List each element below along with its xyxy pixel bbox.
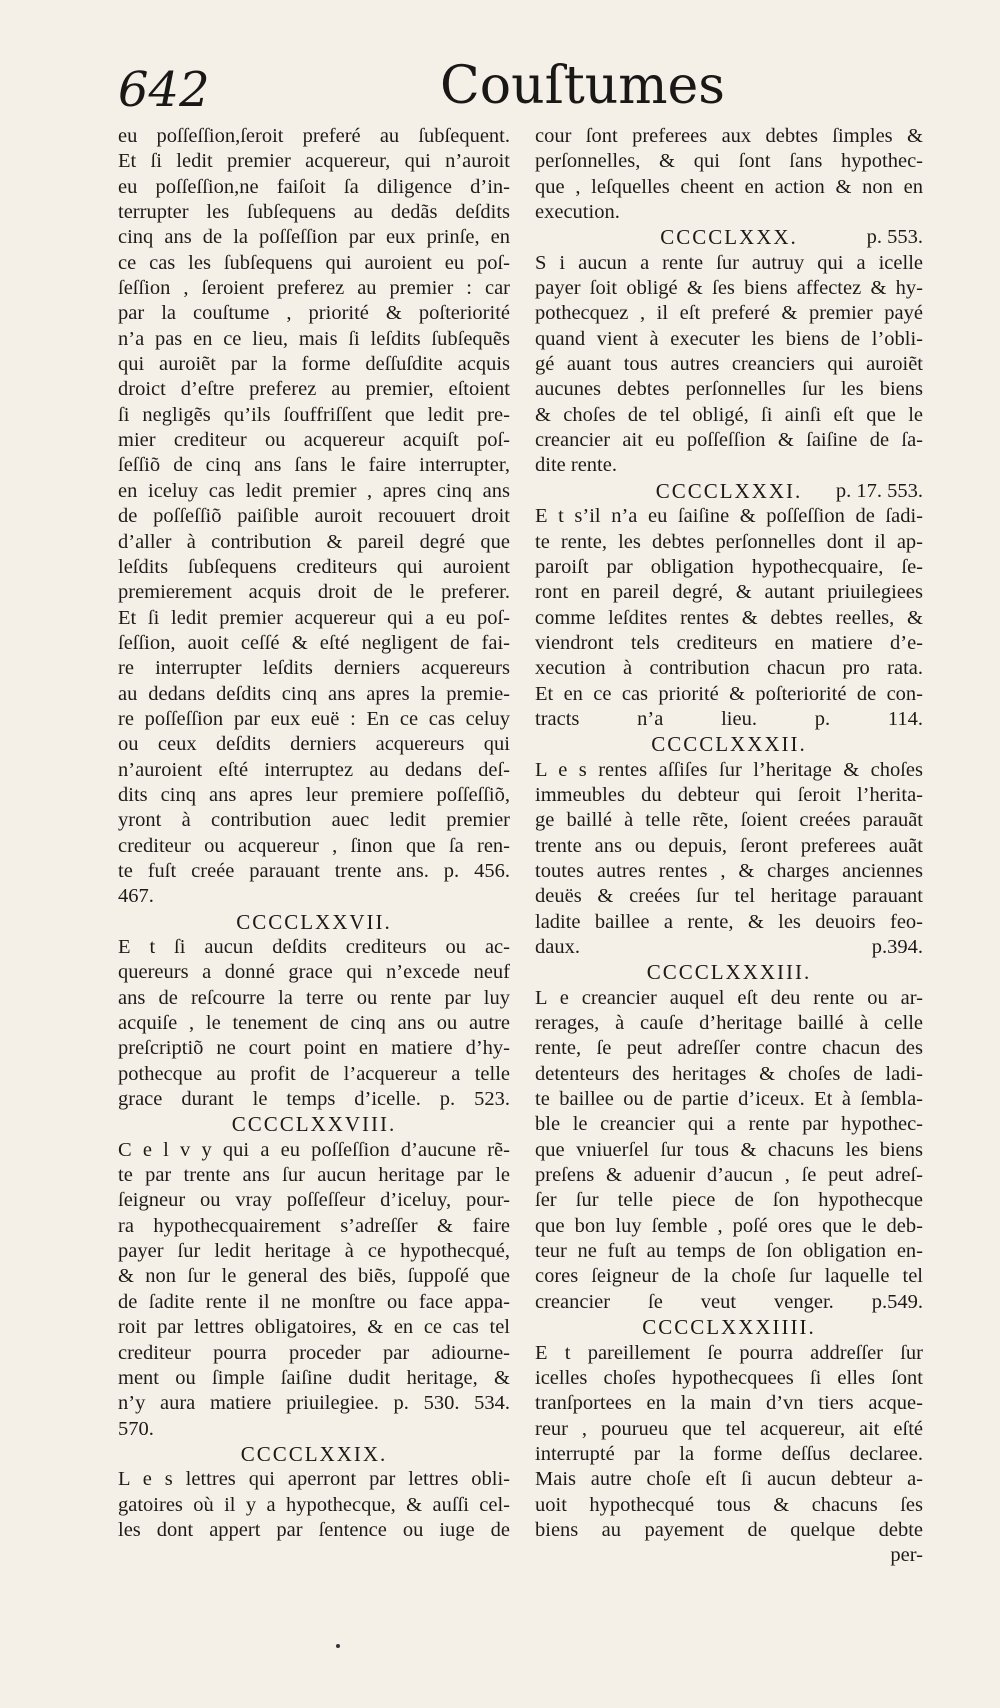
text-line: ou ceux deſdits derniers acquereurs qui: [118, 733, 510, 756]
article-number-heading: CCCCLXXVII.: [236, 909, 392, 934]
text-line: biens au payement de quelque debte: [535, 1518, 923, 1541]
page-speck: [336, 1644, 340, 1648]
text-line: ſeſſion, auoit ceſſé & eſté negligent de fai-: [118, 631, 510, 654]
text-line: rente, ſe peut adreſſer contre chacun des: [535, 1037, 923, 1060]
article-heading-with-reference: [535, 479, 923, 504]
text-line: gé auant tous autres creanciers qui auroiẽt: [535, 353, 923, 376]
text-line: quereurs a donné grace qui n’excede neuf: [118, 961, 510, 984]
text-line: ſer ſur telle piece de ſon hypothecque: [535, 1189, 923, 1212]
text-line: crediteur pourra proceder par adiourne-: [118, 1341, 510, 1364]
text-line: au dedans deſdits cinq ans apres la premie-: [118, 682, 510, 705]
text-line: te par trente ans ſur aucun heritage par le: [118, 1164, 510, 1187]
text-line: terrupter les ſubſequens au dedãs deſdits: [118, 201, 510, 224]
text-line: quand vient à executer les biens de l’obli-: [535, 327, 923, 350]
article-number-heading: CCCCLXXXIIII.: [642, 1315, 816, 1340]
text-line: preſens & aduenir d’aucun , ſe peut adreſ-: [535, 1164, 923, 1187]
text-line: eu poſſeſſion,ne faiſoit ſa diligence d’in-: [118, 175, 510, 198]
text-line: viendront tels crediteurs en matiere d’e-: [535, 631, 923, 654]
text-line: n’y aura matiere priuilegiee. p. 530. 534.: [118, 1392, 510, 1415]
text-line: pothecque au profit de l’acquereur a telle: [118, 1062, 510, 1085]
text-line: de poſſeſſiõ paiſible auroit recouuert droit: [118, 505, 510, 528]
text-line: C e l v y qui a eu poſſeſſion d’aucune rẽ-: [118, 1138, 510, 1161]
text-line: L e s lettres qui aperront par lettres obli-: [118, 1468, 510, 1491]
text-line: cour ſont preferees aux debtes ſimples &: [535, 125, 923, 147]
text-line: que , leſquelles cheent en action & non en: [535, 175, 923, 198]
text-line: acquiſe , le tenement de cinq ans ou autre: [118, 1012, 510, 1035]
text-line: Et ſi ledit premier acquereur, qui n’auroit: [118, 150, 510, 173]
running-title: Couſtumes: [440, 56, 725, 116]
text-line: cores ſeigneur de la choſe ſur laquelle tel: [535, 1265, 923, 1288]
text-line: & non ſur le general des biẽs, ſuppoſé que: [118, 1265, 510, 1288]
text-line: Et en ce cas priorité & poſteriorité de con-: [535, 682, 923, 705]
text-line: pothecquez , il eſt preferé & premier payé: [535, 302, 923, 325]
right-text-column: [535, 124, 923, 1569]
text-line: tracts n’a lieu. p. 114.: [535, 707, 923, 730]
text-line: trente ans ou depuis, ſeront preferees auãt: [535, 834, 923, 857]
page-number: 642: [118, 62, 210, 118]
text-line: L e creancier auquel eſt deu rente ou ar-: [535, 986, 923, 1009]
text-line: que vniuerſel ſur tous & chacuns les biens: [535, 1138, 923, 1161]
text-line: dite rente.: [535, 454, 617, 477]
text-line: daux. p.394.: [535, 936, 923, 958]
text-line: n’a pas en ce lieu, mais ſi leſdits ſubſequẽs: [118, 327, 510, 350]
text-line: grace durant le temps d’icelle. p. 523.: [118, 1088, 510, 1111]
text-line: te fuſt creée parauant trente ans. p. 456.: [118, 859, 510, 882]
text-line: ra hypothecquairement s’adreſſer & faire: [118, 1214, 510, 1237]
text-line: eu poſſeſſion,ſeroit preferé au ſubſequent.: [118, 125, 510, 147]
text-line: uoit hypothecqué tous & chacuns ſes: [535, 1493, 923, 1516]
text-line: creancier ſe veut venger. p.549.: [535, 1290, 923, 1313]
text-line: payer ſur ledit heritage à ce hypothecqué,: [118, 1240, 510, 1263]
text-line: L e s rentes aſſiſes ſur l’heritage & choſes: [535, 758, 923, 781]
text-line: qui auroiẽt par la forme deſſuſdite acquis: [118, 353, 510, 376]
text-line: paroiſt par obligation hypothecquaire, ſe-: [535, 555, 923, 578]
text-line: icelles choſes hypothecquees ſi elles ſont: [535, 1366, 923, 1389]
text-line: S i aucun a rente ſur autruy qui a icelle: [535, 251, 923, 274]
text-line: ce cas les ſubſequens qui auroient eu poſ-: [118, 251, 510, 274]
text-line: crediteur ou acquereur , ſinon que ſa ren-: [118, 834, 510, 857]
text-line: ble le creancier qui a rente par hypothec-: [535, 1113, 923, 1136]
text-line: yront à contribution auec ledit premier: [118, 809, 510, 832]
text-line: re interrupter leſdits derniers acquereurs: [118, 657, 510, 680]
text-line: toutes autres rentes , & charges anciennes: [535, 859, 923, 882]
text-line: par la couſtume , priorité & poſteriorité: [118, 302, 510, 325]
text-line: E t pareillement ſe pourra addreſſer ſur: [535, 1341, 923, 1364]
page-reference: p. 553.: [866, 226, 923, 249]
text-line: mier crediteur ou acquereur acquiſt poſ-: [118, 429, 510, 452]
text-line: ment ou ſimple ſaiſine dudit heritage, &: [118, 1366, 510, 1389]
text-line: rerages, à cauſe d’heritage baillé à celle: [535, 1012, 923, 1035]
text-line: en iceluy cas ledit premier , apres cinq ans: [118, 479, 510, 502]
text-line: aucunes debtes perſonnelles ſur les biens: [535, 378, 923, 401]
text-line: dits cinq ans apres leur premiere poſſeſſiõ,: [118, 783, 510, 806]
text-line: gatoires où il y a hypothecque, & auſſi cel-: [118, 1493, 510, 1516]
text-line: 467.: [118, 885, 154, 908]
text-line: ſeſſiõ de cinq ans ſans le faire interrupter,: [118, 454, 510, 477]
text-line: perſonnelles, & qui ſont ſans hypothec-: [535, 150, 923, 173]
text-line: te rente, les debtes perſonnelles dont il ap-: [535, 530, 923, 553]
text-line: d’aller à contribution & pareil degré que: [118, 530, 510, 553]
text-line: execution.: [535, 201, 620, 224]
text-line: detenteurs des heritages & choſes de ladi-: [535, 1062, 923, 1085]
text-line: deuës & creées ſur tel heritage parauant: [535, 885, 923, 908]
text-line: xecution à contribution chacun pro rata.: [535, 657, 923, 680]
text-line: 570.: [118, 1417, 154, 1440]
article-number-heading: CCCCLXXVIII.: [231, 1112, 397, 1137]
text-line: les dont appert par ſentence ou iuge de: [118, 1518, 510, 1541]
article-number-heading: CCCCLXXXII.: [651, 732, 807, 757]
text-line: ladite baillee a rente, & les deuoirs feo-: [535, 910, 923, 933]
text-line: preſcriptiõ ne court point en matiere d’hy-: [118, 1037, 510, 1060]
text-line: Et ſi ledit premier acquereur qui a eu poſ-: [118, 606, 510, 629]
text-line: que bon luy ſemble , poſé ores que le deb-: [535, 1214, 923, 1237]
text-line: per-: [890, 1544, 923, 1567]
text-line: Mais autre choſe eſt ſi aucun debteur a-: [535, 1468, 923, 1491]
text-line: reur , pourueu que tel acquereur, ait eſté: [535, 1417, 923, 1440]
text-line: immeubles du debteur qui ſeroit l’herita-: [535, 783, 923, 806]
article-number-heading: CCCCLXXXIII.: [646, 960, 812, 985]
text-line: payer ſoit obligé & ſes biens affectez & hy-: [535, 277, 923, 300]
text-line: tranſportees en la main d’vn tiers acque-: [535, 1392, 923, 1415]
text-line: teur ne fuſt au temps de ſon obligation en-: [535, 1240, 923, 1263]
text-line: creancier ait eu poſſeſſion & ſaiſine de ſa-: [535, 429, 923, 452]
text-line: leſdits ſubſequens crediteurs qui auroient: [118, 555, 510, 578]
text-line: ſeſſion , ſeroient preferez au premier : car: [118, 277, 510, 300]
page-reference: p. 17. 553.: [835, 479, 923, 502]
text-line: ſeigneur ou vray poſſeſſeur d’iceluy, pour-: [118, 1189, 510, 1212]
text-line: droict d’eſtre preferez au premier, eſtoient: [118, 378, 510, 401]
text-line: premierement acquis droit de le preferer.: [118, 581, 510, 604]
text-line: ront en pareil degré, & autant priuilegiees: [535, 581, 923, 604]
article-number-heading: CCCCLXXIX.: [240, 1441, 388, 1466]
text-line: te baillee ou de partie d’iceux. Et à ſembla-: [535, 1088, 923, 1111]
text-line: E t ſi aucun deſdits crediteurs ou ac-: [118, 936, 510, 958]
text-line: roit par lettres obligatoires, & en ce cas tel: [118, 1316, 510, 1339]
text-line: & choſes de tel obligé, ſi ainſi eſt que le: [535, 403, 923, 426]
text-line: cinq ans de la poſſeſſion par eux prinſe, en: [118, 226, 510, 249]
text-line: ge baillé à telle rẽte, ſoient creées parauãt: [535, 809, 923, 832]
text-line: E t s’il n’a eu ſaiſine & poſſeſſion de ſadi-: [535, 505, 923, 528]
article-number-heading: CCCCLXXX.: [660, 225, 798, 250]
text-line: ſi negligẽs qu’ils ſouffriſſent que ledit pre-: [118, 403, 510, 426]
article-heading-with-reference: [535, 225, 923, 250]
text-line: re poſſeſſion par eux euë : En ce cas celuy: [118, 707, 510, 730]
text-line: de ſadite rente il ne monſtre ou face appa-: [118, 1290, 510, 1313]
text-line: n’auroient eſté interruptez au dedans deſ-: [118, 758, 510, 781]
text-line: interrupté par la forme deſſus declaree.: [535, 1442, 923, 1465]
text-line: ans de reſcourre la terre ou rente par luy: [118, 986, 510, 1009]
article-number-heading: CCCCLXXXI.: [655, 478, 803, 503]
text-line: comme leſdites rentes & debtes reelles, &: [535, 606, 923, 629]
left-text-column: [118, 124, 510, 1543]
